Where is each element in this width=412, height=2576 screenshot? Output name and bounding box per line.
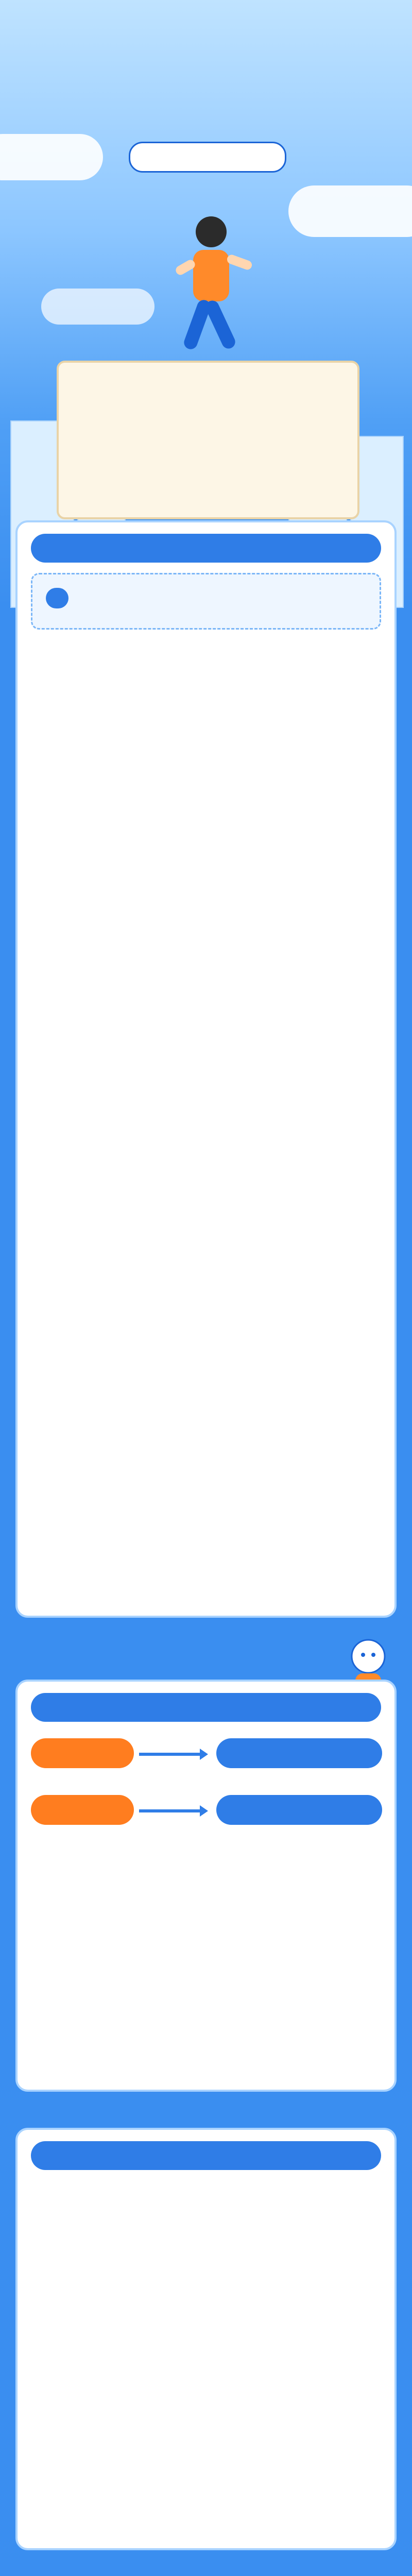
question-heading [31,2141,381,2170]
cloud-decoration [41,289,154,325]
policy-change-box [31,573,381,630]
faq-card [15,1680,397,2092]
flow-source [31,1795,134,1825]
runner-illustration [154,206,258,361]
flow-source [31,1738,134,1768]
flow-target [216,1795,382,1825]
arrow-icon [139,1753,206,1756]
question-heading [31,1693,381,1722]
cloud-decoration [0,134,103,180]
faq-card [15,520,397,1618]
source-badge [129,142,286,173]
flow-target [216,1738,382,1768]
arrow-icon [139,1809,206,1812]
scroll-banner [57,361,359,519]
hero-banner [0,0,412,608]
cloud-decoration [288,185,412,237]
question-heading [31,534,381,563]
flow-diagram [31,1733,381,1836]
box-title [46,588,68,608]
faq-card [15,2128,397,2550]
